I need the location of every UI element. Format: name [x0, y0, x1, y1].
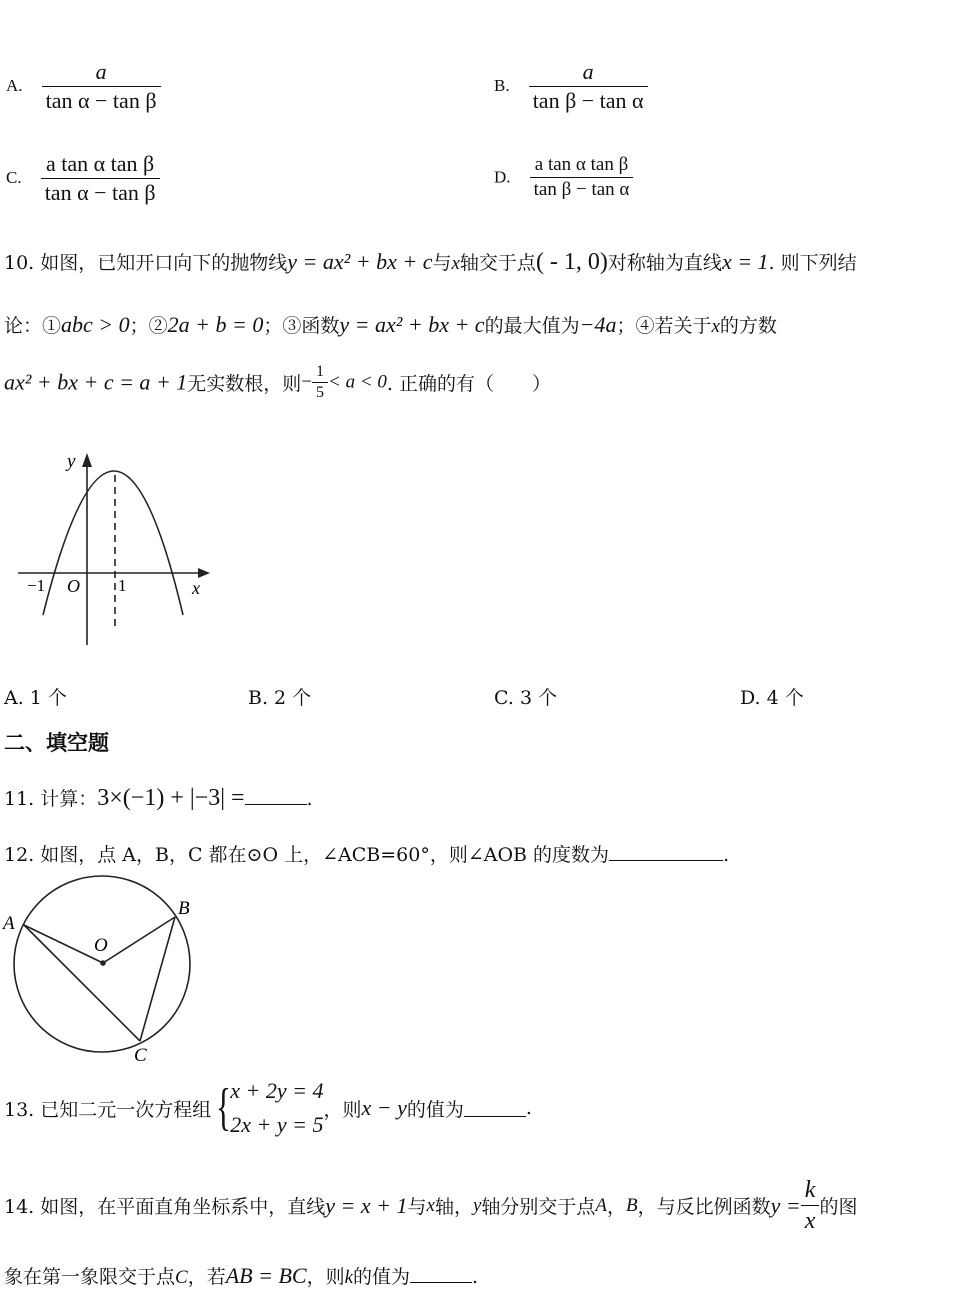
q10-text: 轴交于点 — [459, 252, 536, 274]
fraction-numerator: k — [804, 1177, 816, 1203]
y-var: y — [472, 1194, 482, 1216]
minus-sign: − — [301, 371, 313, 393]
q10-line-3 — [4, 362, 551, 403]
q14-text: 的值为 — [353, 1266, 411, 1288]
q10-text: ；③函数 — [263, 315, 340, 337]
q9-option-d — [494, 153, 633, 202]
parabola-graph — [10, 445, 220, 655]
q9-option-b — [494, 58, 648, 114]
line-equation: y = x + 1 — [325, 1192, 408, 1218]
point-label-b: B — [178, 898, 190, 919]
q14-text: 的图 — [819, 1196, 858, 1218]
max-value: −4a — [579, 312, 617, 337]
q10-text: 论：① — [4, 315, 62, 337]
x-var: x — [451, 253, 460, 274]
q14-text: 象在第一象限交于点 — [4, 1266, 176, 1288]
q10-choice-c: C. 3 个 — [494, 687, 558, 709]
q13-expression: x − y — [361, 1095, 407, 1121]
q14-text: ，若 — [187, 1266, 226, 1288]
point-label-a: A — [3, 913, 15, 934]
parabola-curve — [43, 471, 183, 615]
y-axis-arrow-icon — [82, 453, 92, 467]
segment-ao — [24, 925, 103, 963]
fraction-denominator: tan β − tan α — [532, 87, 644, 113]
q13-text: ，则 — [323, 1098, 362, 1121]
q10-line-2 — [4, 311, 777, 338]
q13-text: 13. 已知二元一次方程组 — [4, 1098, 212, 1121]
q11-text: 11. 计算： — [4, 788, 98, 810]
fraction-numerator: 1 — [316, 363, 325, 380]
q10-text: 与 — [432, 252, 452, 274]
k-var: k — [344, 1267, 354, 1288]
segment-ac — [24, 925, 140, 1041]
fraction-numerator: a — [95, 59, 107, 84]
parabola-equation: y = ax² + bx + c — [287, 249, 433, 274]
x-axis-label: x — [192, 578, 200, 598]
option-fraction — [530, 153, 634, 202]
q11-expression: 3×(−1) + |−3| = — [97, 785, 245, 811]
option-fraction — [529, 58, 648, 114]
inequality: < a < 0 — [328, 371, 387, 393]
q14-text: 轴， — [434, 1196, 473, 1218]
system-brace: { — [216, 1079, 232, 1137]
statement-1: abc > 0 — [61, 312, 130, 337]
q13-answer-blank[interactable] — [464, 1099, 526, 1117]
circle-figure — [0, 870, 205, 1065]
equation: ax² + bx + c = a + 1 — [4, 369, 188, 395]
q10-line-1 — [4, 248, 857, 276]
q14-text: ，与反比例函数 — [637, 1196, 771, 1218]
q10-text: 无实数根，则 — [187, 373, 302, 395]
q14-line-1 — [4, 1175, 857, 1236]
equation-system — [230, 1074, 323, 1142]
tick-label-one: 1 — [118, 576, 127, 595]
origin-label: O — [67, 576, 80, 596]
option-fraction — [42, 58, 161, 114]
fraction-numerator: a tan α tan β — [46, 151, 155, 176]
function-y: y = — [770, 1192, 801, 1218]
fraction-one-fifth — [312, 362, 328, 403]
fraction-numerator: a tan α tan β — [534, 154, 629, 175]
q11-line — [4, 784, 313, 812]
q10-choice-d: D. 4 个 — [740, 687, 804, 709]
q13-line — [4, 1074, 532, 1142]
q10-text: . 则下列结 — [768, 252, 857, 274]
y-axis-label: y — [67, 451, 76, 472]
option-letter: D. — [494, 167, 511, 187]
q14-line-2 — [4, 1262, 478, 1289]
intersection-point: ( - 1, 0) — [535, 249, 608, 275]
equation-1: x + 2y = 4 — [230, 1078, 324, 1103]
option-fraction — [41, 150, 160, 206]
axis-equation: x = 1 — [721, 249, 769, 274]
fraction-denominator: tan α − tan β — [45, 87, 157, 113]
q12-line — [4, 840, 729, 867]
q10-text: ；④若关于 — [616, 315, 712, 337]
option-letter: A. — [6, 76, 23, 95]
x-var: x — [711, 316, 720, 337]
q10-text: 的方数 — [719, 315, 777, 337]
q14-text: 轴分别交于点 — [481, 1196, 596, 1218]
point-a: A — [595, 1194, 608, 1216]
q10-text: 的最大值为 — [484, 315, 580, 337]
q10-choice-a: A. 1 个 — [4, 687, 67, 709]
q12-period: . — [723, 844, 730, 866]
point-label-c: C — [134, 1045, 147, 1065]
section-heading: 二、填空题 — [4, 731, 109, 755]
function-equation: y = ax² + bx + c — [339, 312, 485, 337]
q10-text: 10. 如图，已知开口向下的抛物线 — [4, 252, 288, 274]
point-label-o: O — [94, 935, 108, 956]
q11-answer-blank[interactable] — [245, 787, 307, 805]
q14-answer-blank[interactable] — [410, 1265, 472, 1283]
fraction-k-over-x — [801, 1175, 820, 1236]
point-b: B — [626, 1194, 638, 1216]
q9-option-a — [6, 58, 161, 114]
x-var: x — [426, 1194, 435, 1216]
q12-text: 12. 如图，点 A，B，C 都在⊙O 上，∠ACB=60°，则∠AOB 的度数为 — [4, 844, 610, 866]
q9-option-c — [6, 150, 160, 206]
q13-period: . — [525, 1097, 532, 1120]
q14-text: 与 — [407, 1196, 427, 1218]
q12-answer-blank[interactable] — [609, 843, 723, 861]
q14-text: ，则 — [306, 1266, 345, 1288]
q14-text: ， — [607, 1196, 627, 1218]
option-letter: C. — [6, 168, 22, 187]
fraction-denominator: x — [804, 1208, 816, 1234]
segment-equation: AB = BC — [225, 1263, 307, 1288]
q11-period: . — [306, 788, 313, 810]
statement-2: 2a + b = 0 — [167, 312, 264, 337]
fraction-denominator: tan β − tan α — [533, 178, 630, 200]
fraction-denominator: tan α − tan β — [44, 179, 156, 205]
q13-text: 的值为 — [406, 1098, 464, 1121]
center-dot — [100, 960, 106, 966]
q10-text: . 正确的有（ ） — [386, 373, 552, 395]
q10-choice-b: B. 2 个 — [248, 687, 312, 709]
option-letter: B. — [494, 76, 510, 95]
q14-text: 14. 如图，在平面直角坐标系中，直线 — [4, 1196, 326, 1218]
point-c: C — [175, 1267, 188, 1288]
q10-text: ；② — [129, 315, 168, 337]
fraction-denominator: 5 — [316, 384, 325, 401]
equation-2: 2x + y = 5 — [230, 1112, 324, 1138]
fraction-numerator: a — [582, 59, 594, 84]
x-axis-arrow-icon — [198, 568, 210, 578]
q14-period: . — [472, 1266, 479, 1288]
tick-label-minus-one: −1 — [27, 576, 46, 595]
q10-text: 对称轴为直线 — [607, 252, 722, 274]
